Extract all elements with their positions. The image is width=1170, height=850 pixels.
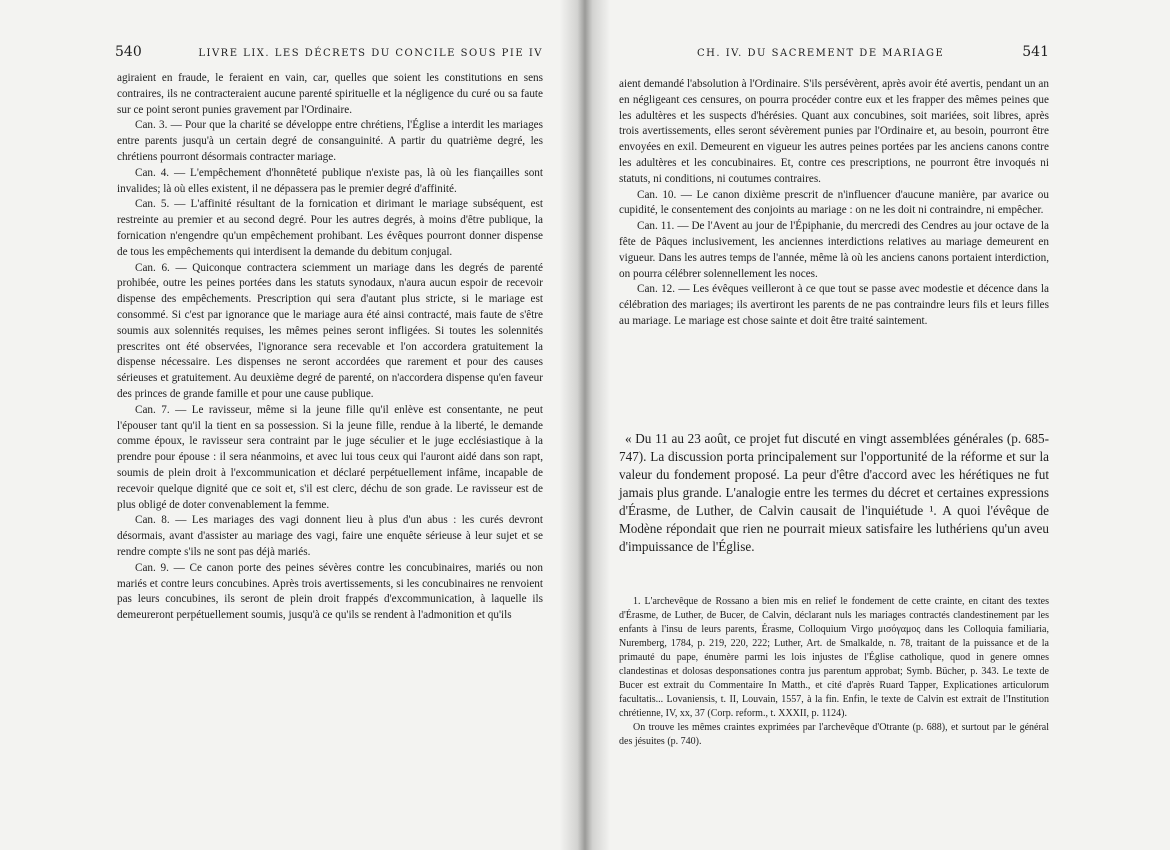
right-paragraph-can11: Can. 11. — De l'Avent au jour de l'Épiphanie, du mercredi des Cendres au jour octave de la fête de Pâques inclusivement, les anciennes interdictions relatives au mariage demeurent en vigueur. Dans les autres temps de l'année, même là où les anciens canons portaient interdiction, on pourra célébrer solennellement les noces. xyxy=(619,220,1049,280)
left-running-head xyxy=(115,44,543,64)
right-paragraph: aient demandé l'absolution à l'Ordinaire. S'ils persévèrent, après avoir été avertis, pendant un an en négligeant ces censures, on pourra procéder contre eux et les frapper des mêmes peines que les adultères et les suspects d'hérésies. Quant aux concubines, soit mariées, soit libres, après trois avertissements, elles seront sévèrement punies par l'Ordinaire et, au besoin, pourront être envoyées en exil. Demeurent en vigueur les autres peines portées par les anciens canons contre les adultères et les concubinaires. Et, contre ces prescriptions, ne pourront être invoqués ni statuts, ni conditions, ni coutumes contraires. xyxy=(619,78,1049,185)
left-paragraph: agiraient en fraude, le feraient en vain, car, quelles que soient les constitutions en sens contraires, ils ne contracteraient aucune parenté spirituelle et la négligence du curé ou sa faute sur ce point seront punies gravement par l'Ordinaire. xyxy=(117,72,543,116)
right-running-head xyxy=(619,44,1049,64)
book-gutter xyxy=(560,0,610,850)
left-paragraph-can4: Can. 4. — L'empêchement d'honnêteté publique n'existe pas, là où les fiançailles sont invalides; là où elles existent, il ne dépassera pas le premier degré d'affinité. xyxy=(117,166,543,195)
left-paragraph-can5: Can. 5. — L'affinité résultant de la fornication et dirimant le mariage subséquent, est restreinte au premier et au second degré. Pour les autres degrés, à moins d'être publique, la fornication n'engendre qu'un empêchement prohibant. Les évêques pourront donner dispense de tous les empêchements qui interdisent la demande du debitum conjugal. xyxy=(117,198,543,258)
right-page xyxy=(605,0,1170,850)
left-page-number: 540 xyxy=(115,44,142,60)
left-page xyxy=(0,0,565,850)
footnotes xyxy=(619,595,1049,749)
left-paragraph-can7: Can. 7. — Le ravisseur, même si la jeune fille qu'il enlève est consentante, ne peut l'épouser tant qu'il la tient en sa possession. Si la jeune fille, rendue à la liberté, le demande comme époux, le ravisseur sera contraint par le juge séculier et le juge ecclésiastique à la prendre pour épouse : il sera néanmoins, et avec lui tous ceux qui l'auront aidé dans son rapt, soumis de plein droit à l'excommunication et déclaré perpétuellement infâme, incapable de recevoir quelque dignité que ce soit et, s'il est clerc, déchu de son grade. Le ravisseur est de plus obligé de doter convenablement la femme. xyxy=(117,403,543,511)
quote-paragraph: « Du 11 au 23 août, ce projet fut discuté en vingt assemblées générales (p. 685-747). La discussion porta principalement sur l'opportunité de la réforme et sur la valeur du fondement proposé. La peur d'être d'accord avec les hérétiques ne fut jamais plus grande. L'analogie entre les termes du décret et certaines expressions d'Érasme, de Luther, de Calvin causait de l'inquiétude ¹. A quoi l'évêque de Modène répondait que rien ne pourrait mieux satisfaire les luthériens qu'un aveu d'impuissance de l'Église. xyxy=(619,431,1049,554)
quote-block xyxy=(619,430,1049,556)
left-paragraph-can8: Can. 8. — Les mariages des vagi donnent lieu à plus d'un abus : les curés devront désormais, avant d'assister au mariage des vagi, faire une enquête sérieuse à leur sujet et se rendre compte s'ils ne sont pas déjà mariés. xyxy=(117,514,543,558)
left-paragraph-can9: Can. 9. — Ce canon porte des peines sévères contre les concubinaires, mariés ou non mariés et contre leurs concubines. Après trois avertissements, si les concubinaires ne renvoient pas leurs concubines, ils seront de plein droit frappés d'excommunication, à laquelle ils demeureront perpétuellement soumis, jusqu'à ce qu'ils se rendent à l'admonition et qu'ils xyxy=(117,561,543,622)
left-paragraph-can3: Can. 3. — Pour que la charité se développe entre chrétiens, l'Église a interdit les mariages entre parents jusqu'à un certain degré de consanguinité. A partir du quatrième degré, les chrétiens pourront désormais contracter mariage. xyxy=(117,119,543,163)
right-page-number: 541 xyxy=(1022,44,1049,60)
right-running-title: CH. IV. DU SACREMENT DE MARIAGE xyxy=(696,48,945,59)
left-paragraph-can6: Can. 6. — Quiconque contractera sciemment un mariage dans les degrés de parenté prohibée, outre les peines portées dans les statuts synodaux, n'aura aucun espoir de recevoir dispense des empêchements. Prescription qui sera d'autant plus stricte, si le mariage est consommé. Si c'est par ignorance que le mariage aura été ainsi contracté, mais faute de s'être soumis aux solennités requises, les mêmes peines seront infligées. Si toutes les solennités prescrites ont été observées, l'ignorance sera recevable et l'on accordera gratuitement la dispense nécessaire. Les dispenses ne seront accordées que rarement et pour des causes sérieuses et gratuitement. Au deuxième degré de parenté, on n'accordera dispense qu'en faveur des princes de grande famille et pour une cause publique. xyxy=(117,261,543,400)
right-paragraph-can12: Can. 12. — Les évêques veilleront à ce que tout se passe avec modestie et décence dans la célébration des mariages; ils avertiront les parents de ne pas contraindre leurs fils et leurs filles au mariage. Le mariage est chose sainte et doit être traité saintement. xyxy=(619,283,1049,327)
right-paragraph-can10: Can. 10. — Le canon dixième prescrit de n'influencer d'aucune manière, par avarice ou cupidité, le consentement des conjoints au mariage : on ne les doit ni contraindre, ni empêcher. xyxy=(619,188,1049,217)
left-running-title: LIVRE LIX. LES DÉCRETS DU CONCILE SOUS PIE IV xyxy=(198,48,543,59)
left-body-text xyxy=(117,71,543,624)
right-body-text xyxy=(619,77,1049,330)
footnote-1: 1. L'archevêque de Rossano a bien mis en relief le fondement de cette crainte, en citant des textes d'Érasme, de Luther, de Bucer, de Calvin, déclarant nuls les mariages contractés clandestinement par les enfants à l'insu de leurs parents, Érasme, Colloquium Virgo μισόγαμος dans les Colloquia familiaria, Nuremberg, 1784, p. 219, 220, 222; Luther, Art. de Smalkalde, n. 78, traitant de la puissance et de la primauté du pape, énumère parmi les lois injustes de l'Église catholique, quod in genere omnes clandestinas et dolosas desponsationes contra jus parentum approbat; Symb. Bücher, p. 343. Le texte de Bucer est extrait du Commentaire In Matth., et cité d'après Ruard Tapper, Explicationes articulorum facultatis... Lovaniensis, t. II, Louvain, 1557, à la fin. Enfin, le texte de Calvin est extrait de l'Institution chrétienne, IV, xx, 37 (Corp. reform., t. XXXII, p. 1124). xyxy=(619,596,1049,719)
footnote-continuation: On trouve les mêmes craintes exprimées par l'archevêque d'Otrante (p. 688), et surtout par le général des jésuites (p. 740). xyxy=(619,722,1049,747)
